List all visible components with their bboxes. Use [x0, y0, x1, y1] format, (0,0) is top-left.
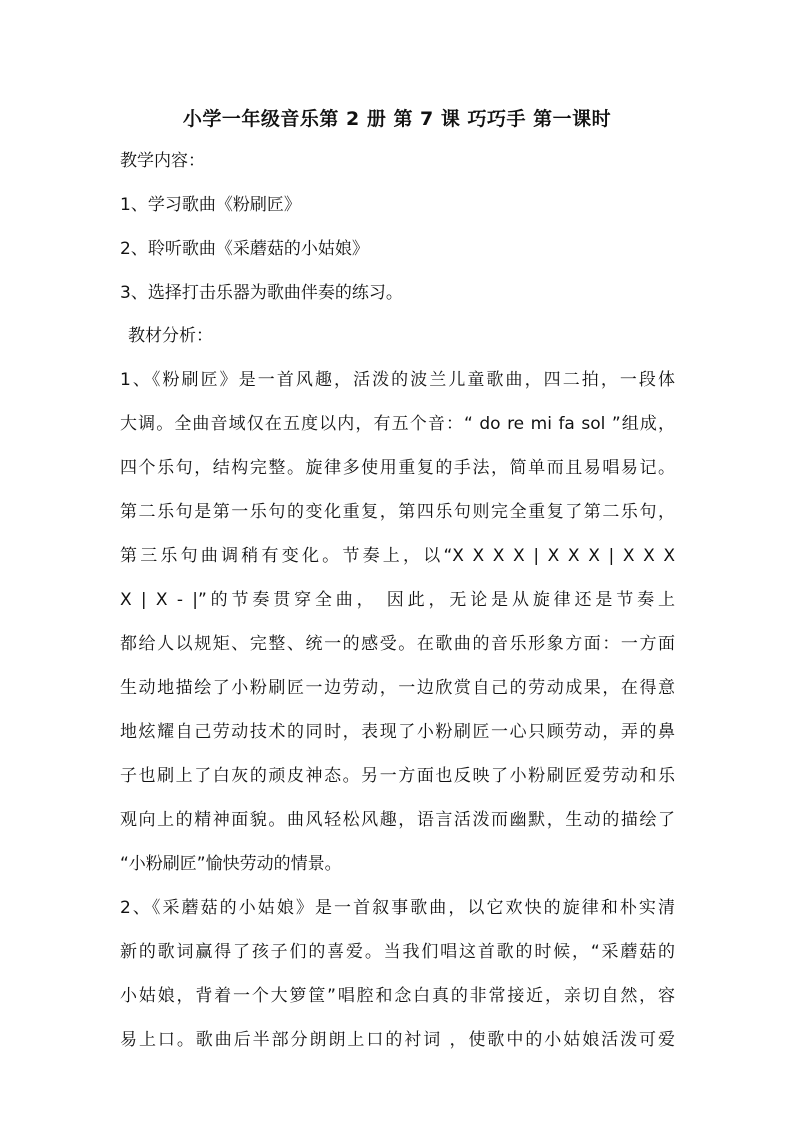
paragraph-line: 都给人以规矩、完整、统一的感受。在歌曲的音乐形象方面：一方面: [120, 634, 675, 654]
paragraph-line: 地炫耀自己劳动技术的同时，表现了小粉刷匠一心只顾劳动，弄的鼻: [120, 722, 675, 742]
paragraph-line: 第三乐句曲调稍有变化。节奏上，以“X X X X | X X X | X X X: [120, 546, 675, 566]
paragraph-line: 观向上的精神面貌。曲风轻松风趣，语言活泼而幽默，生动的描绘了: [120, 810, 675, 830]
paragraph-line: 新的歌词赢得了孩子们的喜爱。当我们唱这首歌的时候，“采蘑菇的: [120, 942, 675, 962]
paragraph-line: 子也刷上了白灰的顽皮神态。另一方面也反映了小粉刷匠爱劳动和乐: [120, 766, 675, 786]
paragraph-line: “小粉刷匠”愉快劳动的情景。: [120, 854, 342, 874]
paragraph-line: 2、《采蘑菇的小姑娘》是一首叙事歌曲，以它欢快的旋律和朴实清: [120, 898, 675, 918]
content-item: 1、学习歌曲《粉刷匠》: [120, 195, 301, 215]
analysis-heading: 教材分析：: [128, 326, 213, 346]
paragraph-line: 四个乐句，结构完整。旋律多使用重复的手法，简单而且易唱易记。: [120, 458, 675, 478]
content-item: 2、聆听歌曲《采蘑菇的小姑娘》: [120, 239, 369, 259]
paragraph-line: 1、《粉刷匠》是一首风趣，活泼的波兰儿童歌曲，四二拍，一段体: [120, 370, 675, 390]
paragraph-line: 生动地描绘了小粉刷匠一边劳动，一边欣赏自己的劳动成果，在得意: [120, 678, 675, 698]
paragraph-line: 第二乐句是第一乐句的变化重复，第四乐句则完全重复了第二乐句，: [120, 502, 675, 522]
paragraph-line: 小姑娘，背着一个大箩筐”唱腔和念白真的非常接近，亲切自然，容: [120, 986, 675, 1006]
content-heading: 教学内容：: [120, 151, 205, 171]
paragraph-line: X | X - |”的节奏贯穿全曲， 因此，无论是从旋律还是节奏上: [120, 590, 675, 610]
document-title: 小学一年级音乐第 2 册 第 7 课 巧巧手 第一课时: [182, 108, 612, 130]
paragraph-line: 大调。全曲音域仅在五度以内，有五个音：“ do re mi fa sol ”组成，: [120, 414, 675, 434]
paragraph-line: 易上口。歌曲后半部分朗朗上口的衬词 ，使歌中的小姑娘活泼可爱: [120, 1030, 675, 1050]
content-item: 3、选择打击乐器为歌曲伴奏的练习。: [120, 283, 403, 303]
